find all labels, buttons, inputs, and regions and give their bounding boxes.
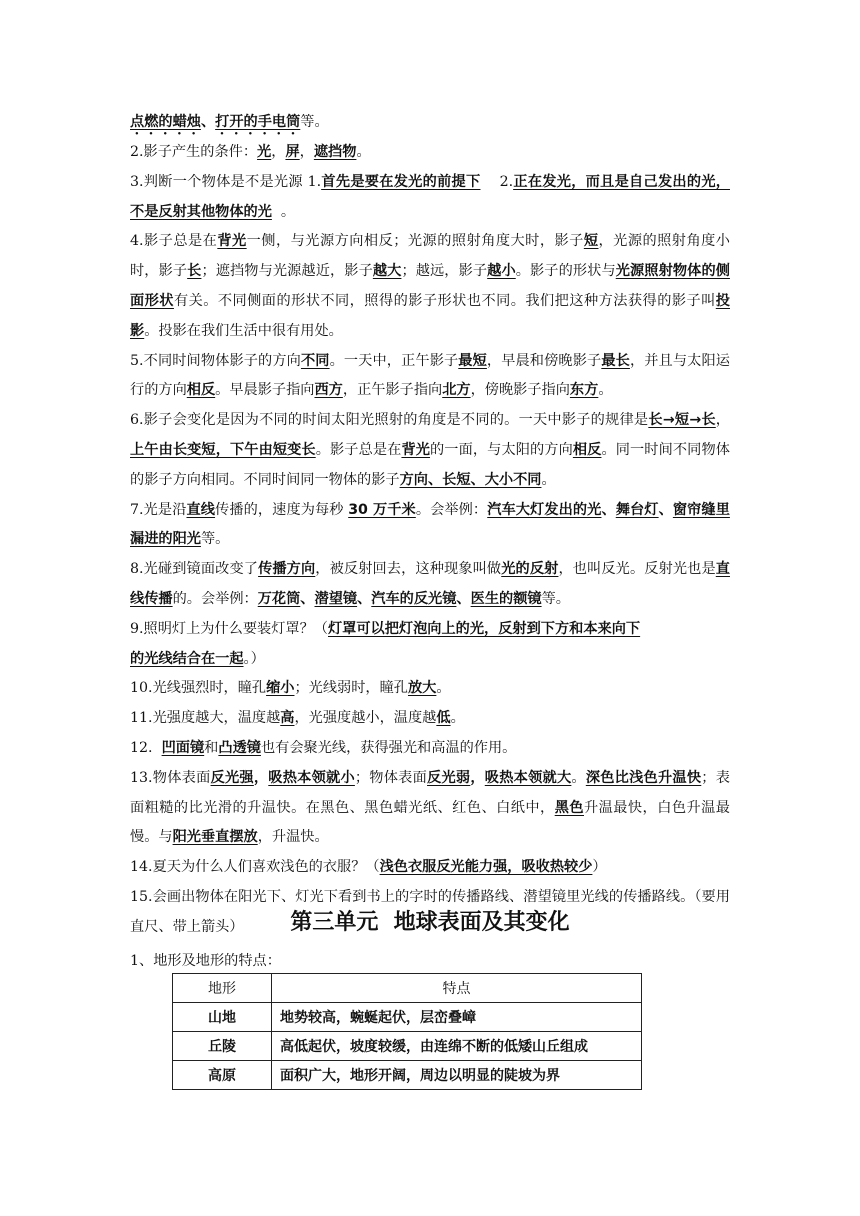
- text: ，光强度越小，温度越: [294, 710, 437, 727]
- key-term: 阳光垂直摆放: [172, 829, 258, 846]
- paragraph-8: [130, 555, 730, 615]
- key-term: 光的反射: [501, 561, 559, 578]
- key-term: 不同: [300, 352, 330, 369]
- text: 3.判断一个物体是不是光源 1.: [130, 173, 322, 190]
- key-term: 浅色衣服反光能力强，吸收热较少: [379, 859, 593, 876]
- text: ，: [271, 144, 286, 160]
- terrain-name: 高原: [173, 1061, 272, 1090]
- key-term: 汽车的反光镜: [371, 590, 457, 607]
- text: ，: [253, 769, 269, 786]
- text: 。早晨影子指向: [215, 382, 315, 399]
- text: 也有会聚光线，获得强光和高温的作用。: [260, 739, 517, 756]
- text: 。一天中，正午影子: [329, 352, 459, 369]
- header-terrain: 地形: [173, 974, 272, 1003]
- text: 、: [456, 590, 471, 607]
- text: 。: [571, 769, 586, 786]
- text: ，早晨和傍晚影子: [486, 352, 602, 369]
- text: 、: [200, 114, 216, 130]
- key-term: 长: [187, 263, 202, 280]
- terrain-name: 丘陵: [173, 1032, 272, 1061]
- key-term: 短: [583, 233, 599, 250]
- text: 有关。不同侧面的形状不同，照得的影子形状也不同。我们把这种方法获得的影子叫: [173, 292, 716, 309]
- key-term: 凹面镜: [161, 739, 205, 756]
- text: 。: [598, 382, 613, 399]
- text: 等。: [200, 531, 230, 548]
- key-term: 深色比浅色升温快: [585, 769, 702, 786]
- text: 升温最快，白色升温最慢。与: [130, 799, 730, 846]
- text: 。会举例：: [415, 501, 488, 518]
- text: 和: [204, 739, 219, 756]
- paragraph-1-continuation: [130, 108, 730, 138]
- key-term: 最长: [601, 352, 630, 369]
- paragraph-12: [130, 734, 730, 764]
- paragraph-5: [130, 347, 730, 407]
- terrain-name: 山地: [173, 1003, 272, 1032]
- key-term: 方向、长短、大小不同: [399, 471, 542, 488]
- text: 的。会举例：: [172, 590, 258, 607]
- key-term: 背光: [401, 441, 431, 458]
- table-row: [173, 1061, 642, 1090]
- key-term: 潜望镜: [314, 590, 358, 607]
- text: 4.影子总是在: [130, 233, 218, 250]
- paragraph-6: [130, 406, 730, 495]
- text: ，正午影子指向: [342, 382, 443, 399]
- key-term: 的光线结合在一起: [130, 650, 244, 667]
- key-term: 投影: [130, 292, 730, 339]
- text: ，并且与太阳运行的方向: [130, 352, 730, 399]
- text: 10.光线强烈时，瞳孔: [130, 680, 267, 697]
- key-term: 屏: [285, 144, 300, 160]
- text: 6.影子会变化是因为不同的时间太阳光照射的角度是不同的。一天中影子的规律是: [130, 412, 649, 429]
- text: 2.: [480, 173, 514, 190]
- text: ；光线弱时，瞳孔: [294, 680, 408, 697]
- text: ，光源的照射角度小时，影子: [130, 233, 730, 280]
- text: 。: [356, 144, 371, 160]
- text: 。影子的形状与: [515, 263, 616, 280]
- text: ，升温快。: [257, 829, 329, 846]
- text: 。同一时间不同物体的影子方向相同。不同时间同一物体的影子: [130, 441, 730, 488]
- key-term: 吸热本领就大: [484, 769, 572, 786]
- key-term: 直线传播: [130, 561, 730, 607]
- key-term: 反光弱: [427, 769, 471, 786]
- terrain-table: [172, 973, 642, 1090]
- header-features: 特点: [272, 974, 642, 1003]
- paragraph-7: [130, 496, 730, 556]
- text: 。投影在我们生活中很有用处。: [144, 322, 343, 339]
- key-term: 越小: [487, 263, 516, 280]
- key-term: 30 万千米: [348, 501, 416, 518]
- key-term: 光: [257, 144, 272, 160]
- text: 。: [450, 710, 465, 727]
- paragraph-9: [130, 615, 730, 675]
- key-term: 汽车大灯发出的光: [487, 501, 602, 518]
- paragraph-11: [130, 704, 730, 734]
- text: 9.照明灯上为什么要装灯罩？（: [130, 620, 328, 637]
- text: 5.不同时间物体影子的方向: [130, 352, 301, 369]
- text: 等。: [300, 114, 329, 130]
- key-term: 越大: [372, 263, 402, 280]
- key-term: 医生的额镜: [470, 590, 542, 607]
- key-term: 长→短→长: [648, 412, 716, 429]
- key-term: 相反: [572, 441, 602, 458]
- text: ，也叫反光。反射光也是: [558, 561, 716, 578]
- text: ，傍晚影子指向: [470, 382, 570, 399]
- text: 12.: [130, 739, 162, 756]
- key-term: 传播方向: [258, 561, 316, 578]
- text: 。: [436, 680, 451, 697]
- key-term: 正在发光，而且是自己发出的光，不是反射其他物体的光: [130, 173, 730, 220]
- text: 。: [271, 203, 296, 220]
- key-term: 舞台灯: [615, 501, 659, 518]
- text: ；越远，影子: [401, 263, 488, 280]
- key-term: 北方: [442, 382, 471, 399]
- paragraph-4: [130, 227, 730, 346]
- text: 、: [601, 501, 616, 518]
- paragraph-2: [130, 138, 730, 168]
- text: 、: [300, 590, 315, 607]
- key-term: 缩小: [266, 680, 295, 697]
- key-term: 低: [436, 710, 451, 727]
- key-term: 窗帘缝里漏进的阳光: [130, 501, 730, 548]
- text: 7.光是沿: [130, 501, 187, 518]
- text: 传播的，速度为每秒: [215, 501, 349, 518]
- paragraph-10: [130, 674, 730, 704]
- key-term: 凸透镜: [218, 739, 261, 756]
- text: 。）: [243, 650, 265, 667]
- text: 2.影子产生的条件：: [130, 144, 258, 160]
- key-term: 相反: [186, 382, 216, 399]
- table-lead: 1、地形及地形的特点：: [130, 953, 281, 969]
- emphasis-text: 点燃的蜡烛: [130, 114, 201, 130]
- text: ，: [470, 769, 485, 786]
- text: ；表面粗糙的比光滑的升温快。在黑色、黑色蜡光纸、红色、白纸中，: [130, 769, 730, 816]
- table-row: [173, 1032, 642, 1061]
- text: 、: [658, 501, 673, 518]
- text: 14.夏天为什么人们喜欢浅色的衣服？（: [130, 859, 380, 876]
- text: 的一面，与太阳的方向: [430, 441, 573, 458]
- key-term: 首先是要在发光的前提下: [321, 173, 481, 190]
- text: ；物体表面: [354, 769, 428, 786]
- paragraph-3: [130, 168, 730, 228]
- key-term: 吸热本领就小: [268, 769, 355, 786]
- key-term: 放大: [407, 680, 437, 697]
- unit-title: 第三单元 地球表面及其变化: [290, 910, 570, 935]
- text: 。影子总是在: [315, 441, 402, 458]
- text: ，: [715, 412, 730, 429]
- paragraph-14: [130, 853, 730, 883]
- key-term: 直线: [186, 501, 216, 518]
- text: ；遮挡物与光源越近，影子: [201, 263, 373, 280]
- text: ，: [299, 144, 314, 160]
- key-term: 上午由长变短，下午由短变长: [130, 441, 316, 458]
- key-term: 万花筒: [257, 590, 301, 607]
- terrain-feature: 地势较高，蜿蜒起伏，层峦叠嶂: [272, 1003, 642, 1032]
- key-term: 黑色: [554, 799, 584, 816]
- text: 等。: [541, 590, 570, 607]
- terrain-feature: 高低起伏，坡度较缓，由连绵不断的低矮山丘组成: [272, 1032, 642, 1061]
- key-term: 高: [280, 710, 295, 727]
- key-term: 背光: [217, 233, 247, 250]
- key-term: 遮挡物: [313, 144, 357, 160]
- text: ，被反射回去，这种现象叫做: [315, 561, 502, 578]
- key-term: 反光强: [210, 769, 254, 786]
- text: 。: [541, 471, 556, 488]
- text: 15.会画出物体在阳光下、灯光下看到书上的字时的传播路线、潜望镜里光线的传播路线。（要用直尺、带上箭头）: [130, 888, 730, 935]
- text: ）: [592, 859, 607, 876]
- table-header-row: [173, 974, 642, 1003]
- key-term: 光源照射物体的侧面形状: [130, 263, 730, 309]
- text: 13.物体表面: [130, 769, 211, 786]
- notes-body: [130, 108, 730, 943]
- key-term: 西方: [314, 382, 343, 399]
- emphasis-text: 打开的手电筒: [215, 114, 301, 130]
- text: 一侧，与光源方向相反；光源的照射角度大时，影子: [246, 233, 584, 250]
- table-row: [173, 1003, 642, 1032]
- key-term: 东方: [569, 382, 599, 399]
- key-term: 灯罩可以把灯泡向上的光，反射到下方和本来向下: [327, 620, 641, 637]
- text: 11.光强度越大，温度越: [130, 710, 281, 727]
- terrain-feature: 面积广大，地形开阔，周边以明显的陡坡为界: [272, 1061, 642, 1090]
- paragraph-13: [130, 764, 730, 853]
- text: 8.光碰到镜面改变了: [130, 561, 259, 578]
- key-term: 最短: [458, 352, 487, 369]
- text: 、: [357, 590, 372, 607]
